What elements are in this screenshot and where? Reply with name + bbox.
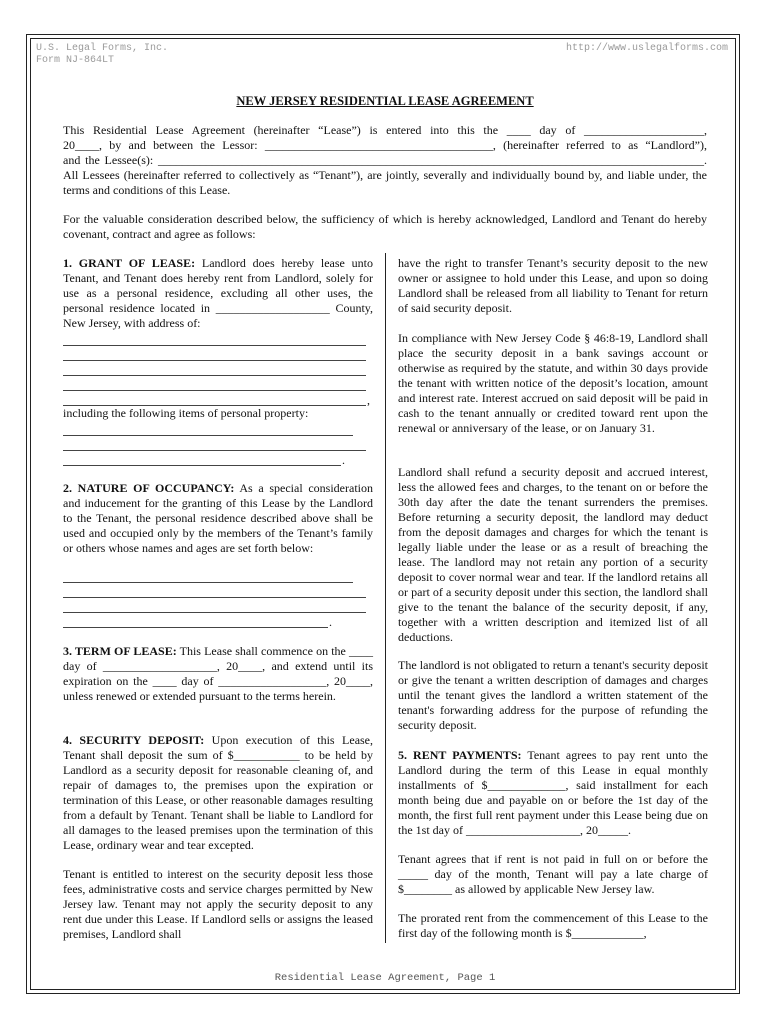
- column-divider: [385, 253, 386, 943]
- section-4-text: Upon execution of this Lease, Tenant shall deposit the sum of $___________ to be held by Landlord as a security deposit for reasonable cleaning of, and repair of damages to, the premises upon the expiration or termination of this Lease, or other reasonable damages resulting from a default by Tenant. Tenant shall be liable to Landlord for all damages to the leased premises upon the termination of this Lease, ordinary wear and tear excepted.: [63, 733, 374, 852]
- section-3-heading: 3. TERM OF LEASE:: [63, 644, 177, 658]
- section-5-heading: 5. RENT PAYMENTS:: [398, 748, 522, 762]
- occupant-line-3[interactable]: [63, 612, 366, 613]
- section-1-heading: 1. GRANT OF LEASE:: [63, 256, 196, 270]
- section-nature-of-occupancy: [63, 481, 373, 556]
- property-line-1[interactable]: [63, 435, 353, 436]
- address-comma: ,: [367, 393, 370, 407]
- occupant-line-4[interactable]: [63, 627, 328, 628]
- document-title: NEW JERSEY RESIDENTIAL LEASE AGREEMENT: [236, 94, 534, 108]
- intro-line-3: and the Lessee(s): ___________________________________________________________________________________________.: [63, 153, 707, 167]
- section-5-text: Tenant agrees to pay rent unto the Landlord during the term of this Lease in equal monthly installments of $_____________, said installment for each month being due and payable on or before the 1st day of the month, the first full rent payment under this Lease being due on the 1st day of ___________________, 20_____.: [398, 748, 709, 837]
- personal-property-label: including the following items of personal property:: [63, 406, 309, 420]
- section-security-deposit: [63, 733, 373, 853]
- property-line-3[interactable]: [63, 465, 341, 466]
- not-obligated-paragraph: The landlord is not obligated to return a tenant's security deposit or give the tenant a written description of damages and charges until the tenant gives the landlord a written statement of the tenant's forwarding address for the purpose of refunding the security deposit.: [398, 658, 708, 732]
- security-interest-paragraph: Tenant is entitled to interest on the security deposit less those fees, administrative costs and service charges permitted by New Jersey law. Tenant may not apply the security deposit to any rent due under this Lease. If Landlord sells or assigns the leased premises, Landlord shall: [63, 867, 373, 941]
- section-2-text: As a special consideration and inducement for the granting of this Lease by the Landlord to the Tenant, the personal residence described above shall be used and occupied only by the members of the Tenant’s family or others whose names and ages are set forth below:: [63, 481, 373, 555]
- refund-paragraph: Landlord shall refund a security deposit and accrued interest, less the allowed fees and charges, to the tenant on or before the 30th day after the date the tenant surrenders the premises. Before returning a security deposit, the landlord may deduct from the deposit damages and charges for which the tenant is legally liable under the lease or as a result of breaching the lease. The landlord may not retain any portion of a security deposit to cover normal wear and tear. If the landlord retains all or part of a security deposit under this section, the landlord shall give to the tenant the balance of the security deposit, if any, together with a written description and itemized list of all deductions.: [398, 465, 708, 644]
- section-1-text: Landlord does hereby lease unto Tenant, and Tenant does hereby rent from Landlord, solely for use as a personal residence, excluding all other uses, the personal residence located in ___________________ County, New Jersey, with address of:: [63, 256, 373, 330]
- intro-line-2: 20____, by and between the Lessor: ______________________________________, (hereinafter referred to as “Landlord”),: [63, 138, 707, 152]
- company-name: U.S. Legal Forms, Inc.: [36, 43, 169, 54]
- occupant-line-1[interactable]: [63, 582, 353, 583]
- section-term-of-lease: [63, 644, 373, 704]
- prorated-rent-paragraph: The prorated rent from the commencement of this Lease to the first day of the following month is $____________,: [398, 911, 708, 940]
- consideration-paragraph: For the valuable consideration described below, the sufficiency of which is hereby acknowledged, Landlord and Tenant do hereby covenant, contract and agree as follows:: [63, 212, 707, 241]
- address-line-4[interactable]: [63, 390, 366, 391]
- intro-line-1: This Residential Lease Agreement (hereinafter “Lease”) is entered into this the ____ day of ____________________,: [63, 123, 707, 137]
- page-footer: Residential Lease Agreement, Page 1: [274, 972, 496, 984]
- section-4-heading: 4. SECURITY DEPOSIT:: [63, 733, 205, 747]
- intro-lessees: All Lessees (hereinafter referred to collectively as “Tenant”), are jointly, severally and individually bound by, and liable under, the terms and conditions of this Lease.: [63, 168, 707, 197]
- nj-code-compliance-paragraph: In compliance with New Jersey Code § 46:8-19, Landlord shall place the security deposit in a bank savings account or otherwise as required by the statute, and within 30 days provide the tenant with written notice of the deposit’s location, amount and interest rate. Interest accrued on said deposit will be paid in cash to the tenant annually or credited toward rent upon the renewal or anniversary of the lease, or on January 31.: [398, 331, 708, 435]
- section-grant-of-lease: [63, 256, 373, 331]
- address-line-3[interactable]: [63, 375, 366, 376]
- form-header-left: [36, 43, 168, 67]
- section-2-heading: 2. NATURE OF OCCUPANCY:: [63, 481, 235, 495]
- address-line-1[interactable]: [63, 345, 366, 346]
- property-period: .: [342, 453, 345, 467]
- form-url[interactable]: http://www.uslegalforms.com: [565, 43, 728, 54]
- address-line-2[interactable]: [63, 360, 366, 361]
- occupant-period: .: [329, 615, 332, 629]
- security-transfer-paragraph: have the right to transfer Tenant’s security deposit to the new owner or assignee to hold under this Lease, and upon so doing Landlord shall be released from all liability to Tenant for return of said security deposit.: [398, 256, 708, 315]
- section-3-text: This Lease shall commence on the ____ day of ___________________, 20____, and extend until its expiration on the ____ day of __________________, 20____, unless renewed or extended pursuant to the terms herein.: [63, 644, 373, 703]
- form-number: Form NJ-864LT: [36, 55, 115, 66]
- section-rent-payments: [398, 748, 708, 838]
- occupant-line-2[interactable]: [63, 597, 366, 598]
- late-charge-paragraph: Tenant agrees that if rent is not paid in full on or before the _____ day of the month, Tenant will pay a late charge of $________ as allowed by applicable New Jersey law.: [398, 852, 708, 896]
- property-line-2[interactable]: [63, 450, 366, 451]
